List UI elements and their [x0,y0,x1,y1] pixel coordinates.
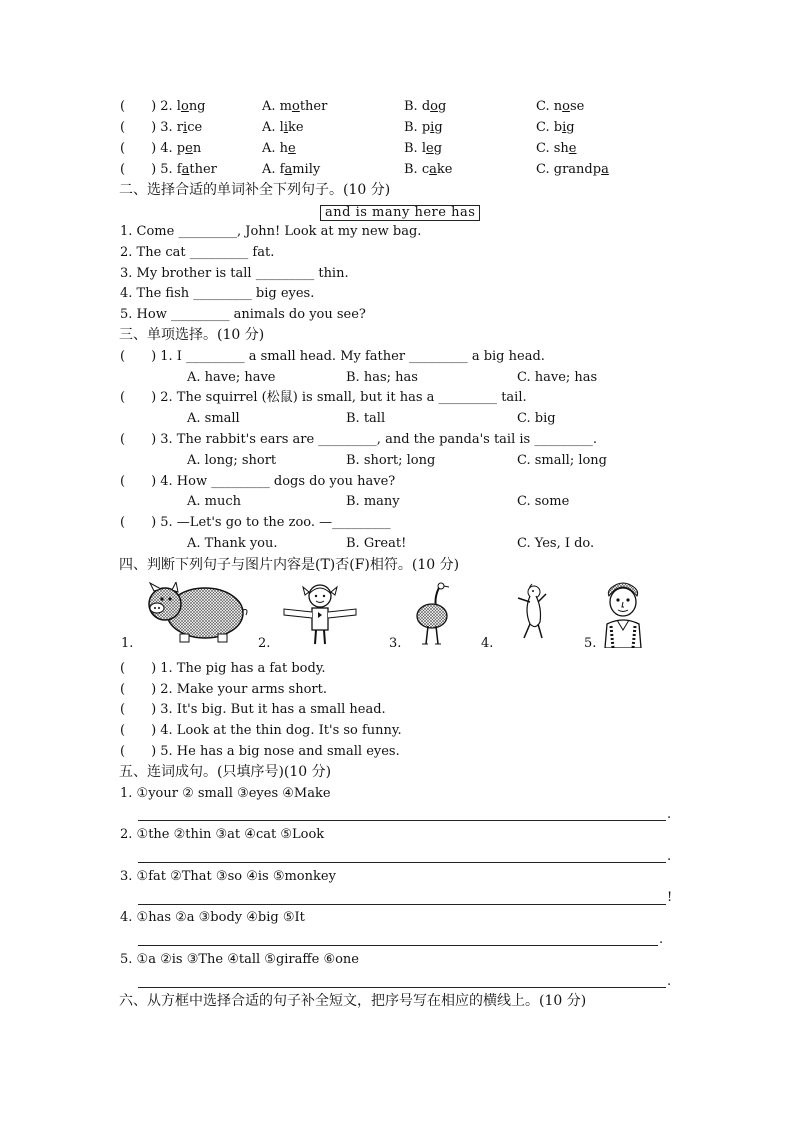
s3-q1-option-c: C. have; has [517,370,598,385]
answer-line-1[interactable] [138,820,666,821]
s1-option: C. big [536,120,575,135]
s3-q1-option-a: A. have; have [187,370,276,385]
s3-q1-option-b: B. has; has [346,370,418,385]
s3-q3-option-b: B. short; long [346,453,436,468]
s5-item-5: 5. ①a ②is ③The ④tall ⑤giraffe ⑥one [120,952,359,967]
s3-q4-option-c: C. some [517,494,570,509]
s1-option: A. he [262,141,296,156]
s3-q5-option-b: B. Great! [346,536,407,551]
s5-end-2: . [667,849,672,864]
section2-heading: 二、选择合适的单词补全下列句子。(10 分) [119,182,391,198]
ostrich-picture [410,582,456,646]
section6-heading: 六、从方框中选择合适的句子补全短文，把序号写在相应的横线上。(10 分) [119,993,587,1009]
s1-option: C. nose [536,99,585,114]
section3-heading: 三、单项选择。(10 分) [119,327,265,343]
s3-q4-option-b: B. many [346,494,400,509]
s1-option: C. she [536,141,577,156]
section5-heading: 五、连词成句。(只填序号)(10 分) [119,764,332,780]
s1-option: A. like [262,120,304,135]
s4-item-2: ( ) 2. Make your arms short. [120,682,328,697]
s3-q1: ( ) 1. I _________ a small head. My father _________ a big head. [120,349,545,364]
answer-line-4[interactable] [138,945,658,946]
section4-heading: 四、判断下列句子与图片内容是(T)否(F)相符。(10 分) [119,557,460,573]
girl-picture [278,582,362,646]
s5-end-5: . [667,974,672,989]
s1-question: ( ) 2. long [120,99,206,114]
s1-option: B. cake [404,162,453,177]
answer-line-2[interactable] [138,862,666,863]
s1-option: C. grandpa [536,162,609,177]
pic-label-3: 3. [389,636,402,651]
s3-q4: ( ) 4. How _________ dogs do you have? [120,474,396,489]
pic-label-4: 4. [481,636,494,651]
s3-q3-option-c: C. small; long [517,453,608,468]
s1-option: A. family [262,162,321,177]
s2-item-3: 3. My brother is tall _________ thin. [120,266,349,281]
s2-item-1: 1. Come _________, John! Look at my new bag. [120,224,422,239]
s3-q2-option-a: A. small [187,411,240,426]
s5-item-3: 3. ①fat ②That ③so ④is ⑤monkey [120,869,336,884]
s3-q5-option-c: C. Yes, I do. [517,536,595,551]
s1-option: A. mother [262,99,328,114]
s1-question: ( ) 4. pen [120,141,202,156]
answer-line-5[interactable] [138,987,666,988]
s1-question: ( ) 5. father [120,162,217,177]
s2-item-2: 2. The cat _________ fat. [120,245,275,260]
dog-picture [508,582,554,642]
s3-q2-option-c: C. big [517,411,556,426]
s1-option: B. dog [404,99,447,114]
boy-picture [597,580,649,648]
s5-end-4: . [659,932,664,947]
pic-label-1: 1. [121,636,134,651]
s3-q2: ( ) 2. The squirrel (松鼠) is small, but it has a _________ tail. [120,390,527,405]
pic-label-5: 5. [584,636,597,651]
s4-item-5: ( ) 5. He has a big nose and small eyes. [120,744,400,759]
s3-q2-option-b: B. tall [346,411,386,426]
s3-q3-option-a: A. long; short [187,453,277,468]
s5-item-4: 4. ①has ②a ③body ④big ⑤It [120,910,305,925]
s5-item-2: 2. ①the ②thin ③at ④cat ⑤Look [120,827,325,842]
s1-question: ( ) 3. rice [120,120,203,135]
s3-q4-option-a: A. much [187,494,242,509]
s2-item-4: 4. The fish _________ big eyes. [120,286,315,301]
s5-end-1: . [667,807,672,822]
word-box: and is many here has [320,205,480,221]
s5-end-3: ! [667,890,673,905]
s3-q5-option-a: A. Thank you. [187,536,278,551]
s4-item-4: ( ) 4. Look at the thin dog. It's so funny. [120,723,402,738]
s5-item-1: 1. ①your ② small ③eyes ④Make [120,786,331,801]
s1-option: B. pig [404,120,443,135]
s2-item-5: 5. How _________ animals do you see? [120,307,366,322]
pig-picture [140,582,250,644]
s4-item-3: ( ) 3. It's big. But it has a small head. [120,702,386,717]
pic-label-2: 2. [258,636,271,651]
answer-line-3[interactable] [138,904,666,905]
s3-q5: ( ) 5. —Let's go to the zoo. —_________ [120,515,391,530]
s4-item-1: ( ) 1. The pig has a fat body. [120,661,326,676]
s3-q3: ( ) 3. The rabbit's ears are _________, and the panda's tail is _________. [120,432,597,447]
s1-option: B. leg [404,141,443,156]
